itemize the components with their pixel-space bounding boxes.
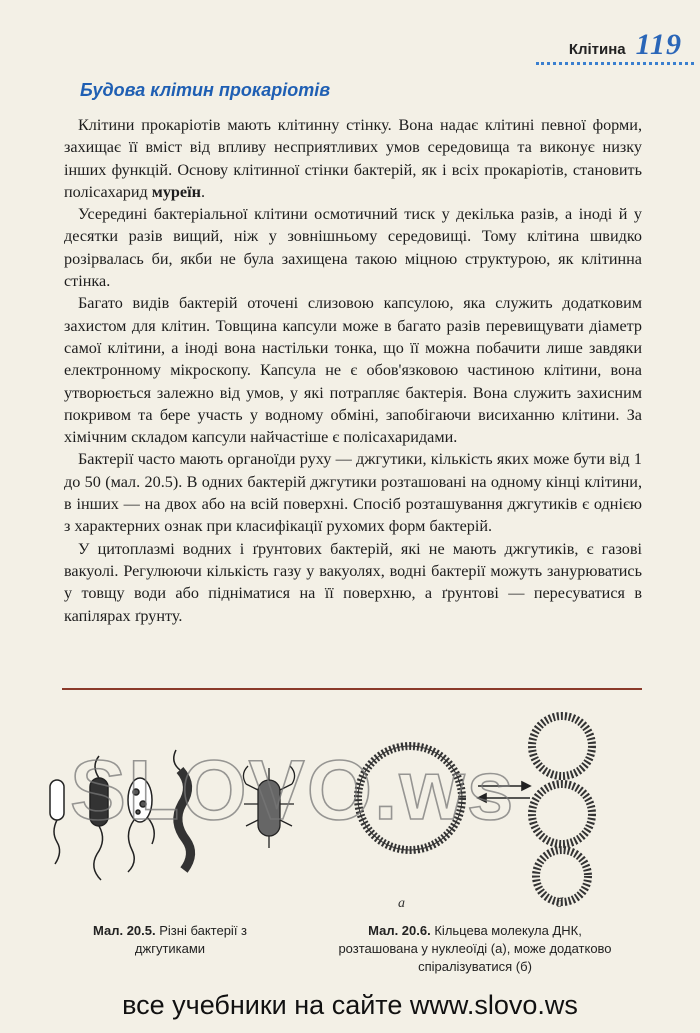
fig-letter-a: а — [398, 896, 405, 911]
separator-rule — [62, 688, 642, 690]
paragraph: Усередині бактеріальної клітини осмотичний тиск у декілька разів, а іноді й у десятки разів вищий, ніж у зовнішньому середовищі. Тому клітина швидко розірвалась би, якби не була захищена такою міцною структурою, як клітинна стінка. — [64, 205, 642, 291]
fig-letter-b: б — [556, 896, 564, 911]
paragraph: Бактерії часто мають органоїди руху — джгутики, кількість яких може бути від 1 до 50 (мал. 20.5). В одних бактерій джгутики розташовані на одному кінці клітини, в інших — на двох або на всій поверхні. Спосіб розташування джгутиків є однією з характерних ознак при класифікації рухомих форм бактерій. — [64, 450, 642, 536]
header-dotted-line — [536, 62, 694, 65]
section-title: Клітина — [568, 41, 626, 58]
page-number: 119 — [635, 28, 682, 61]
paragraph: Багато видів бактерій оточені слизовою капсулою, яка служить додатковим захистом для клітин. Товщина капсули може в багато разів перевищувати діаметр самої клітини, а іноді вона настільки тонка, що її можна побачити лише завдяки електронному мікроскопу. Капсула не є обов'язковою частиною клітини, вона утворюється залежно від умов, у які потрапляє бактерія. Вона служить захисним покривом та бере участь у водному обміні, запобігаючи висиханню клітини. За хімічним складом капсули найчастіше є полісахаридами. — [64, 294, 642, 447]
paragraph: Клітини прокаріотів мають клітинну стінку. Вона надає клітині певної форми, захищає її вміст від впливу несприятливих умов середовища та виконує низку інших функцій. Основу клітинної стінки бактерій, як і всіх прокаріотів, становить полісахарид муреїн. — [64, 116, 642, 201]
bacterium-1 — [50, 780, 64, 864]
running-header — [569, 28, 682, 62]
footer-banner[interactable]: все учебники на сайте www.slovo.ws — [122, 990, 578, 1020]
watermark-text: SLOVO.ws — [70, 743, 516, 837]
figure-caption-20-5: Мал. 20.5. Різні бактерії з джгутиками — [93, 923, 247, 956]
figure-caption-20-6: Мал. 20.6. Кільцева молекула ДНК, розташована у нуклеоїді (а), може додатково спіралізуватися (б) — [338, 923, 612, 974]
subsection-heading: Будова клітин прокаріотів — [80, 80, 331, 100]
dna-supercoil — [532, 716, 592, 902]
body-text — [64, 114, 642, 627]
term-murein: муреїн — [151, 182, 201, 201]
paragraph: У цитоплазмі водних і ґрунтових бактерій, які не мають джгутиків, є газові вакуолі. Регулюючи кількість газу у вакуолях, водні бактерії можуть занурюватись у товщу води або підніматися на її поверхню, а ґрунтові — пересуватися в капілярах ґрунту. — [64, 539, 642, 625]
